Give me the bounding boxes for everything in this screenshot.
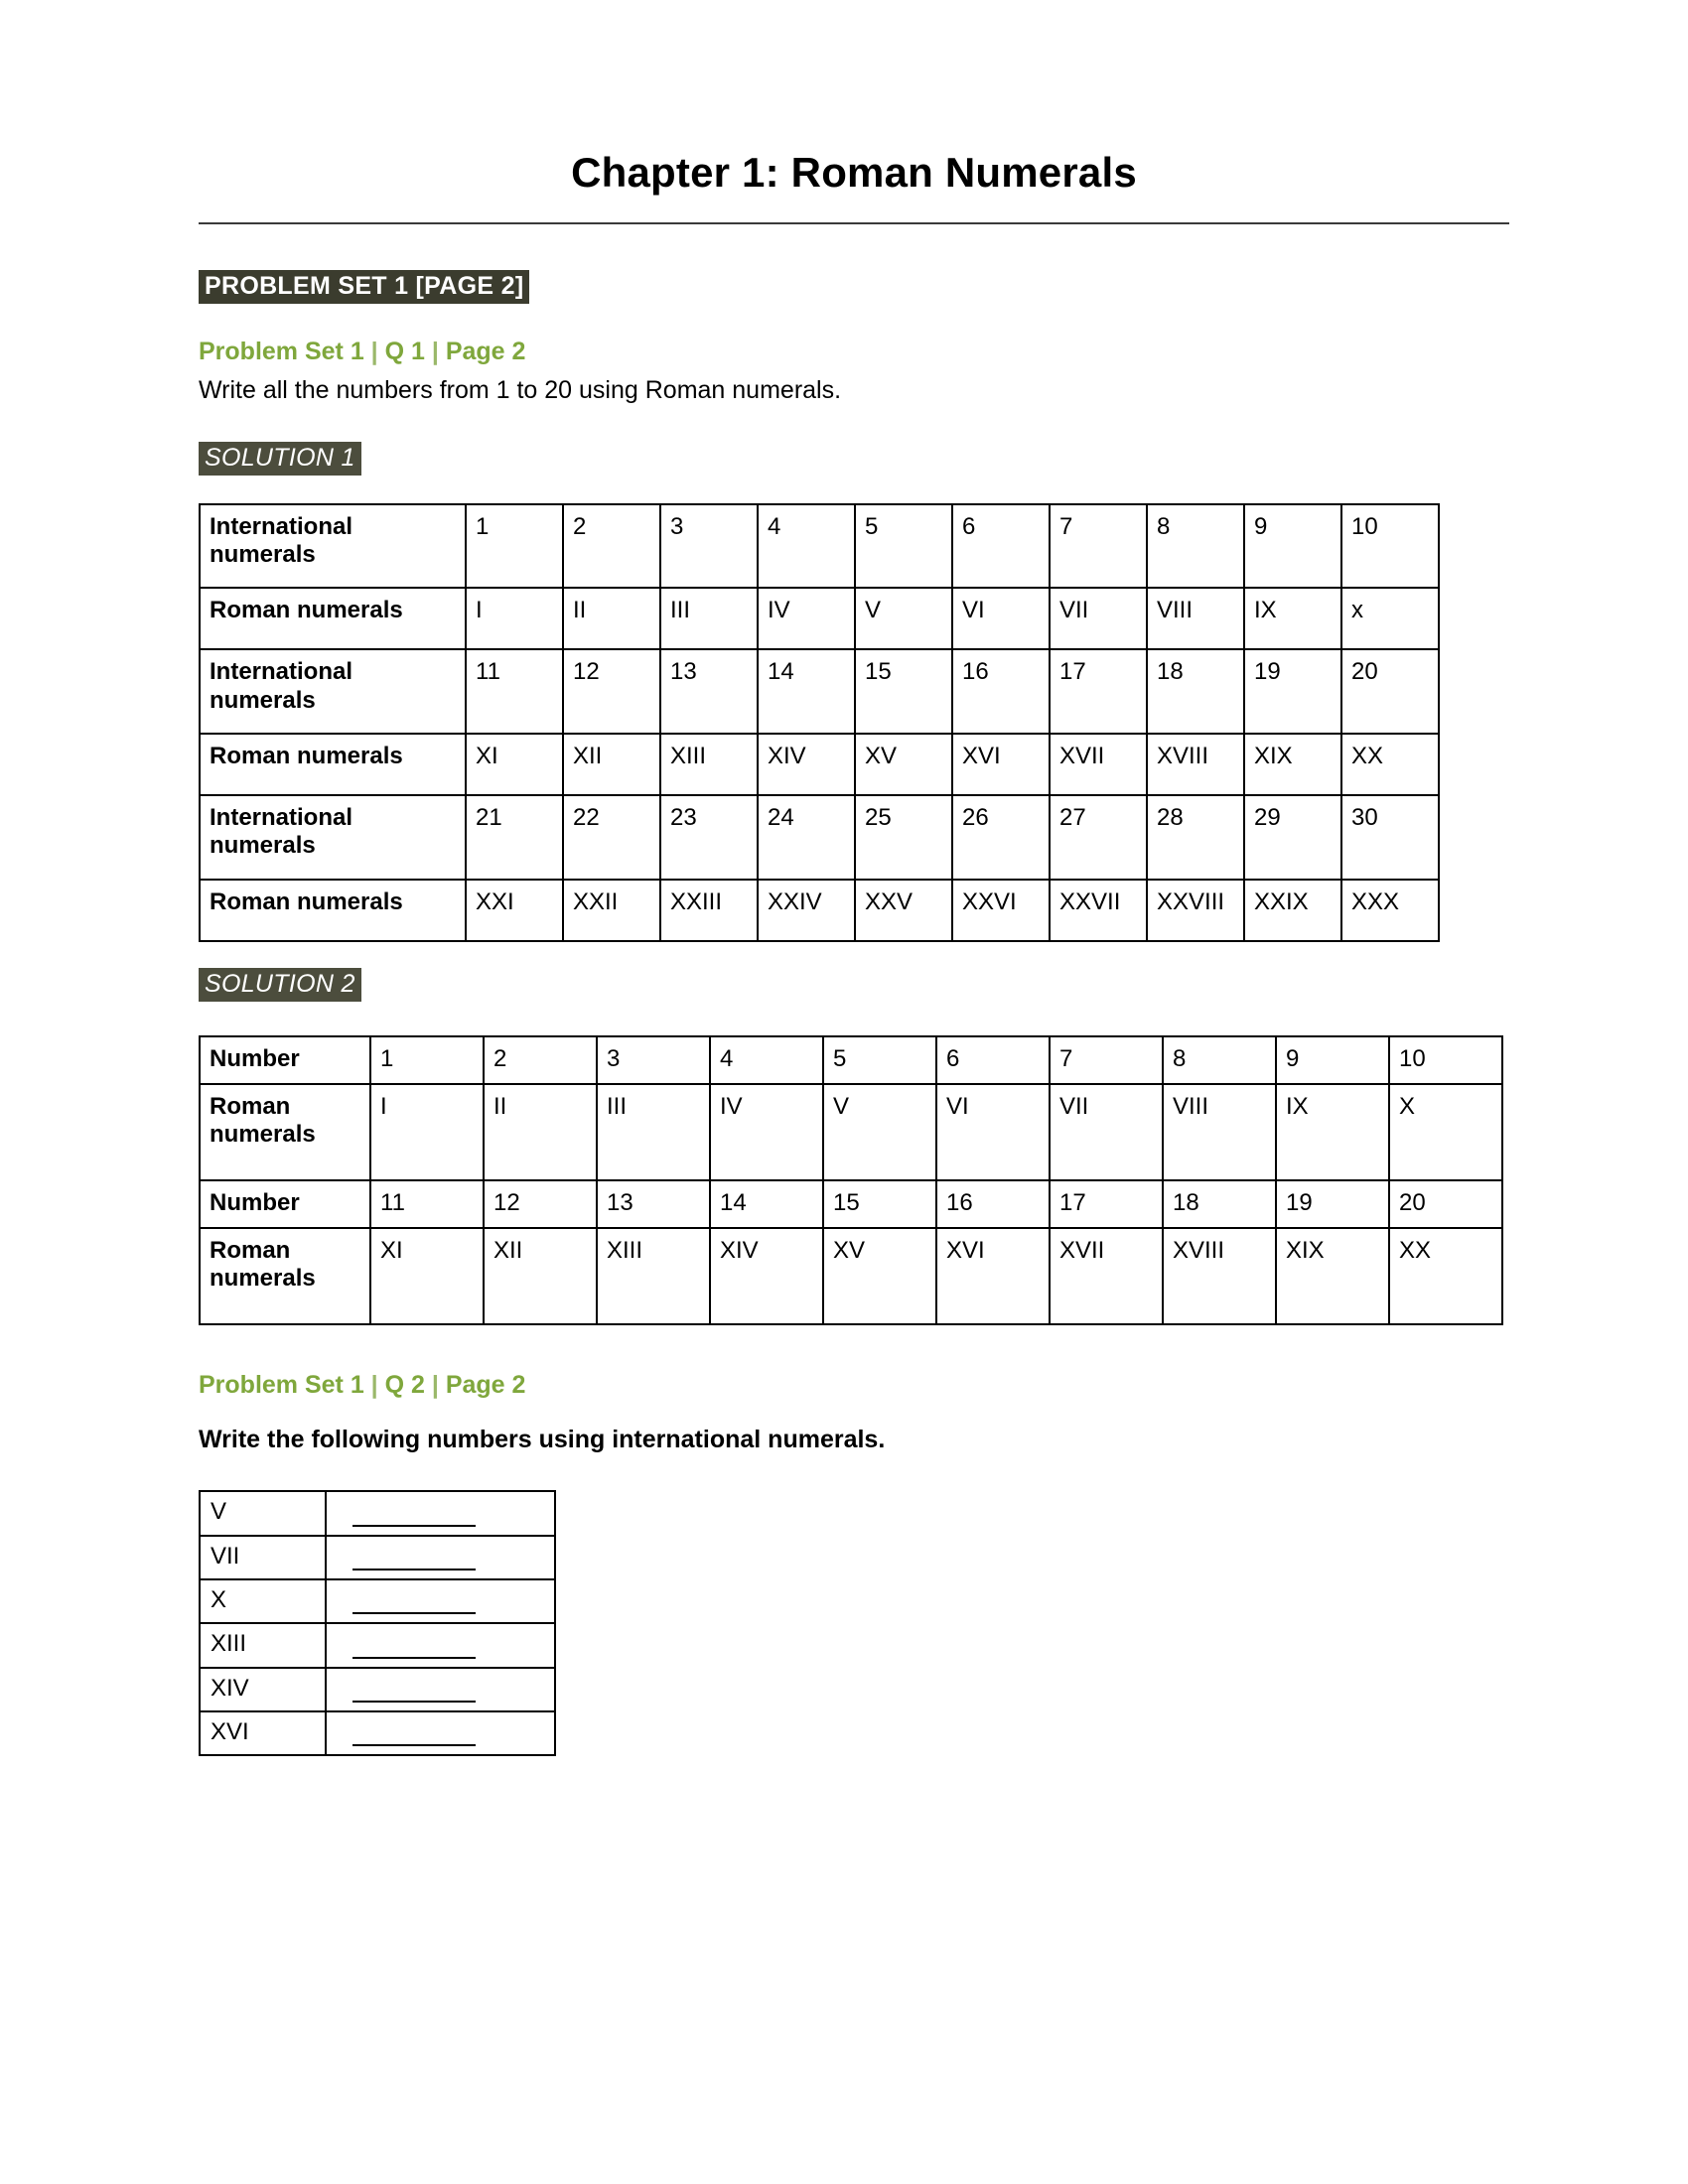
cell: 17 <box>1050 1180 1163 1228</box>
cell: 11 <box>466 649 563 734</box>
cell: XI <box>466 734 563 795</box>
roman-term: VII <box>200 1536 326 1579</box>
row-label: Roman numerals <box>200 1084 370 1180</box>
cell: 7 <box>1050 1036 1163 1084</box>
cell: 4 <box>758 504 855 589</box>
row-label: Roman numerals <box>200 734 466 795</box>
q2-heading-sep-1: | <box>363 1370 385 1399</box>
cell: 20 <box>1389 1180 1502 1228</box>
answer-blank[interactable] <box>326 1579 555 1623</box>
table-row <box>200 1623 555 1667</box>
q1-heading <box>199 338 1509 366</box>
q2-heading <box>199 1371 1509 1400</box>
cell: XVIII <box>1147 734 1244 795</box>
cell: VIII <box>1163 1084 1276 1180</box>
roman-term: XVI <box>200 1711 326 1755</box>
cell: IV <box>758 588 855 649</box>
cell: III <box>597 1084 710 1180</box>
cell: VII <box>1050 1084 1163 1180</box>
cell: XVI <box>936 1228 1050 1324</box>
solution-1-table <box>199 503 1440 942</box>
cell: VI <box>936 1084 1050 1180</box>
cell: XXV <box>855 880 952 941</box>
cell: XV <box>823 1228 936 1324</box>
cell: 9 <box>1244 504 1341 589</box>
table-row <box>200 1491 555 1535</box>
cell: XIX <box>1244 734 1341 795</box>
cell: II <box>563 588 660 649</box>
cell: 3 <box>660 504 758 589</box>
cell: 13 <box>660 649 758 734</box>
cell: 30 <box>1341 795 1439 880</box>
roman-term: V <box>200 1491 326 1535</box>
cell: VIII <box>1147 588 1244 649</box>
table-row <box>200 1668 555 1711</box>
cell: 14 <box>758 649 855 734</box>
cell: XXI <box>466 880 563 941</box>
cell: V <box>855 588 952 649</box>
cell: XV <box>855 734 952 795</box>
cell: 16 <box>936 1180 1050 1228</box>
solution-1-label: SOLUTION 1 <box>199 442 361 476</box>
table-row <box>200 1228 1502 1324</box>
cell: II <box>484 1084 597 1180</box>
answer-blank[interactable] <box>326 1668 555 1711</box>
answer-blank[interactable] <box>326 1536 555 1579</box>
solution-2-label: SOLUTION 2 <box>199 968 361 1002</box>
cell: 28 <box>1147 795 1244 880</box>
roman-term: XIV <box>200 1668 326 1711</box>
cell: XIII <box>597 1228 710 1324</box>
cell: IX <box>1244 588 1341 649</box>
row-label: Roman numerals <box>200 880 466 941</box>
table-row <box>200 1180 1502 1228</box>
cell: IV <box>710 1084 823 1180</box>
cell: VII <box>1050 588 1147 649</box>
cell: I <box>466 588 563 649</box>
q2-heading-page: Page 2 <box>445 1370 526 1399</box>
q1-heading-page: Page 2 <box>445 338 526 365</box>
row-label: International numerals <box>200 795 466 880</box>
blank-line <box>352 1592 476 1614</box>
q1-heading-sep-2: | <box>424 338 446 365</box>
cell: 12 <box>563 649 660 734</box>
q2-heading-sep-2: | <box>424 1370 446 1399</box>
cell: III <box>660 588 758 649</box>
table-row <box>200 1579 555 1623</box>
cell: XI <box>370 1228 484 1324</box>
section-heading-wrap <box>199 270 1509 304</box>
cell: IX <box>1276 1084 1389 1180</box>
roman-term: X <box>200 1579 326 1623</box>
cell: XIII <box>660 734 758 795</box>
cell: XVI <box>952 734 1050 795</box>
cell: XXII <box>563 880 660 941</box>
cell: 10 <box>1389 1036 1502 1084</box>
spacer <box>199 408 1509 442</box>
cell: XVII <box>1050 1228 1163 1324</box>
cell: 1 <box>370 1036 484 1084</box>
row-label: International numerals <box>200 504 466 589</box>
solution2-label-wrap <box>199 968 1509 1002</box>
page-title: Chapter 1: Roman Numerals <box>571 149 1137 196</box>
section-heading: PROBLEM SET 1 [PAGE 2] <box>199 270 529 304</box>
cell: 12 <box>484 1180 597 1228</box>
blank-line <box>352 1549 476 1570</box>
roman-term: XIII <box>200 1623 326 1667</box>
cell: 20 <box>1341 649 1439 734</box>
q2-question-text: Write the following numbers using international numerals. <box>199 1425 886 1453</box>
cell: XXIV <box>758 880 855 941</box>
blank-line <box>352 1724 476 1746</box>
spacer <box>199 942 1509 968</box>
table-row <box>200 1536 555 1579</box>
cell: 24 <box>758 795 855 880</box>
cell: 15 <box>855 649 952 734</box>
blank-line <box>352 1505 476 1527</box>
cell: 21 <box>466 795 563 880</box>
answer-blank[interactable] <box>326 1623 555 1667</box>
cell: XXIX <box>1244 880 1341 941</box>
cell: 18 <box>1163 1180 1276 1228</box>
cell: X <box>1389 1084 1502 1180</box>
q1-heading-sep-1: | <box>363 338 385 365</box>
cell: 9 <box>1276 1036 1389 1084</box>
table-row <box>200 795 1439 880</box>
row-label: Roman numerals <box>200 588 466 649</box>
cell: 8 <box>1163 1036 1276 1084</box>
table-row <box>200 504 1439 589</box>
blank-line <box>352 1681 476 1703</box>
cell: 4 <box>710 1036 823 1084</box>
cell: 19 <box>1244 649 1341 734</box>
table-row <box>200 734 1439 795</box>
cell: 16 <box>952 649 1050 734</box>
row-label: International numerals <box>200 649 466 734</box>
cell: 19 <box>1276 1180 1389 1228</box>
cell: XVII <box>1050 734 1147 795</box>
cell: 23 <box>660 795 758 880</box>
cell: XXVII <box>1050 880 1147 941</box>
cell: XVIII <box>1163 1228 1276 1324</box>
cell: XXX <box>1341 880 1439 941</box>
cell: 25 <box>855 795 952 880</box>
cell: 11 <box>370 1180 484 1228</box>
cell: XII <box>563 734 660 795</box>
cell: XXVIII <box>1147 880 1244 941</box>
solution-2-table <box>199 1035 1503 1325</box>
title-divider <box>199 222 1509 224</box>
q1-heading-number: Q 1 <box>384 338 425 365</box>
solution1-label-wrap <box>199 442 1509 476</box>
cell: 10 <box>1341 504 1439 589</box>
cell: 8 <box>1147 504 1244 589</box>
cell: 7 <box>1050 504 1147 589</box>
cell: XIX <box>1276 1228 1389 1324</box>
cell: XXIII <box>660 880 758 941</box>
cell: 13 <box>597 1180 710 1228</box>
cell: XX <box>1389 1228 1502 1324</box>
cell: 22 <box>563 795 660 880</box>
cell: 18 <box>1147 649 1244 734</box>
q2-answer-table <box>199 1490 556 1756</box>
cell: 15 <box>823 1180 936 1228</box>
answer-blank[interactable] <box>326 1491 555 1535</box>
cell: 2 <box>484 1036 597 1084</box>
cell: 3 <box>597 1036 710 1084</box>
cell: XX <box>1341 734 1439 795</box>
row-label: Number <box>200 1036 370 1084</box>
cell: 6 <box>952 504 1050 589</box>
table-row <box>200 588 1439 649</box>
table-row <box>200 1036 1502 1084</box>
cell: 14 <box>710 1180 823 1228</box>
cell: 2 <box>563 504 660 589</box>
q1-heading-prefix: Problem Set 1 <box>199 338 364 365</box>
cell: XIV <box>758 734 855 795</box>
cell: XII <box>484 1228 597 1324</box>
cell: 26 <box>952 795 1050 880</box>
cell: 27 <box>1050 795 1147 880</box>
row-label: Roman numerals <box>200 1228 370 1324</box>
row-label: Number <box>200 1180 370 1228</box>
cell: 29 <box>1244 795 1341 880</box>
cell: VI <box>952 588 1050 649</box>
cell: 5 <box>823 1036 936 1084</box>
table-row <box>200 649 1439 734</box>
cell: XIV <box>710 1228 823 1324</box>
q2-heading-number: Q 2 <box>384 1370 425 1399</box>
cell: V <box>823 1084 936 1180</box>
cell: 1 <box>466 504 563 589</box>
cell: I <box>370 1084 484 1180</box>
cell: XXVI <box>952 880 1050 941</box>
cell: 17 <box>1050 649 1147 734</box>
cell: 5 <box>855 504 952 589</box>
answer-blank[interactable] <box>326 1711 555 1755</box>
cell: x <box>1341 588 1439 649</box>
blank-line <box>352 1637 476 1659</box>
cell: 6 <box>936 1036 1050 1084</box>
q2-heading-prefix: Problem Set 1 <box>199 1370 364 1399</box>
q1-question-text: Write all the numbers from 1 to 20 using Roman numerals. <box>199 376 842 404</box>
table-row <box>200 1711 555 1755</box>
table-row <box>200 1084 1502 1180</box>
table-row <box>200 880 1439 941</box>
